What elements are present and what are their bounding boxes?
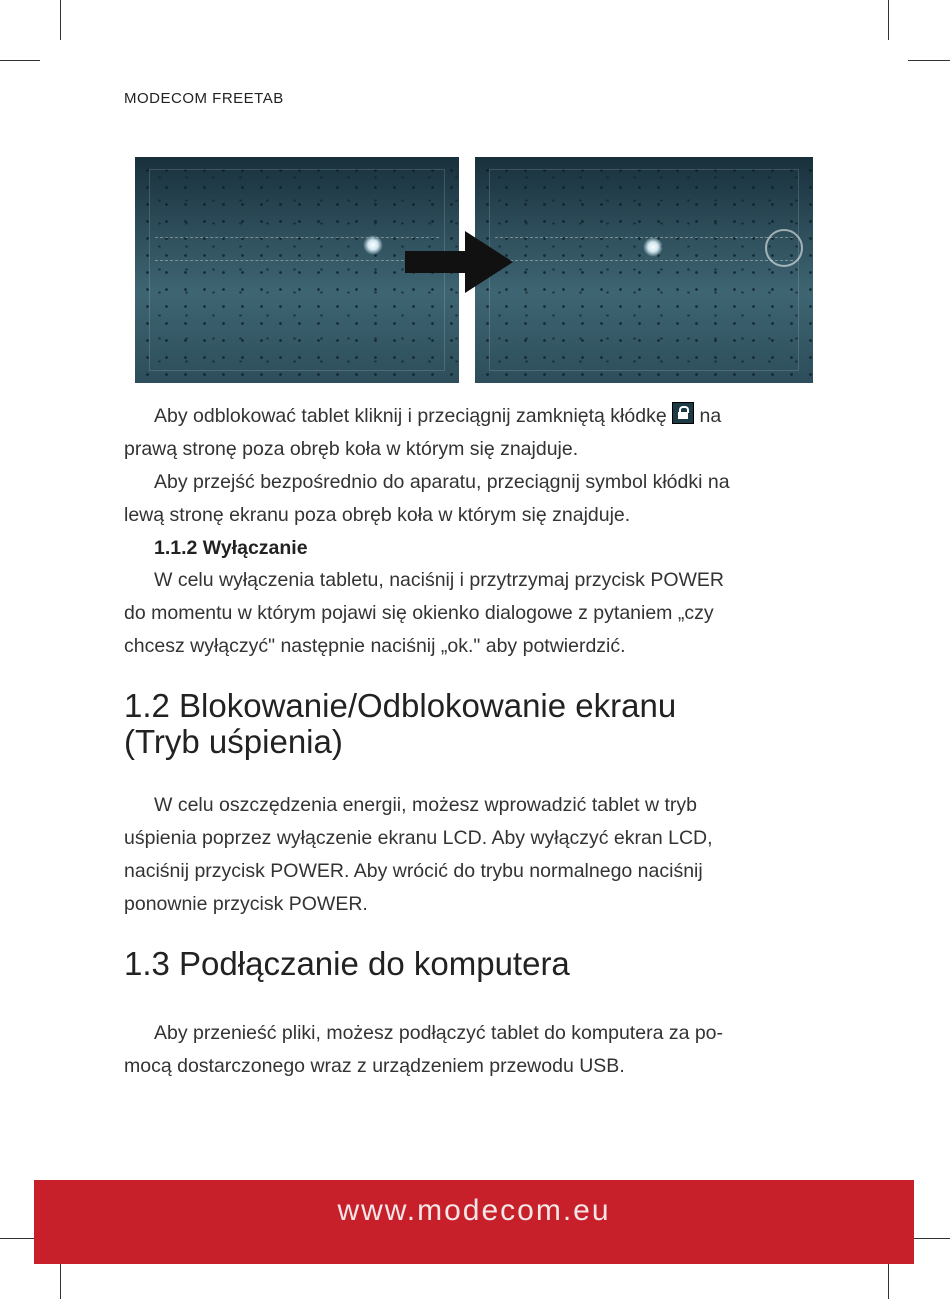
usb-paragraph: Aby przenieść pliki, możesz podłączyć tablet do komputera za po- mocą dostarczonego wraz z urządzeniem przewodu USB.: [124, 1022, 724, 1077]
section-heading-13: 1.3 Podłączanie do komputera: [124, 945, 570, 982]
shutdown-paragraph: W celu wyłączenia tabletu, naciśnij i przytrzymaj przycisk POWER do momentu w którym pojawi się okienko dialogowe z pytaniem „czy chcesz wyłączyć" następnie naciśnij „ok." aby potwierdzić.: [124, 569, 724, 657]
sleep-paragraph: W celu oszczędzenia energii, możesz wprowadzić tablet w tryb uśpienia poprzez wyłączenie ekranu LCD. Aby wyłączyć ekran LCD, naciśnij przycisk POWER. Aby wrócić do trybu normalnego naciśnij ponownie przycisk POWER.: [124, 794, 713, 915]
lock-icon: [672, 402, 694, 424]
page-header: MODECOM FREETAB: [124, 90, 284, 107]
subsection-heading: 1.1.2 Wyłączanie: [154, 537, 308, 559]
section-heading-12: 1.2 Blokowanie/Odblokowanie ekranu (Tryb uśpienia): [124, 687, 677, 760]
arrow-right-icon: [405, 231, 515, 293]
crop-mark: [0, 60, 40, 61]
lock-glow: [643, 237, 663, 257]
crop-mark: [888, 0, 889, 40]
camera-paragraph: Aby przejść bezpośrednio do aparatu, przeciągnij symbol kłódki na lewą stronę ekranu poza obręb koła w którym się znajduje.: [124, 471, 730, 526]
crop-mark: [60, 0, 61, 40]
unlock-paragraph: Aby odblokować tablet kliknij i przeciągnij zamkniętą kłódkę na prawą stronę poza obręb koła w którym się znajduje.: [124, 400, 824, 466]
unlock-target-ring: [765, 229, 803, 267]
crop-mark: [908, 60, 950, 61]
lockscreen-after-image: [475, 157, 813, 383]
footer-url: www.modecom.eu: [337, 1194, 611, 1227]
crop-mark: [60, 1258, 61, 1299]
crop-mark: [888, 1258, 889, 1299]
unlock-screenshots: [135, 157, 813, 383]
crop-mark: [908, 1238, 950, 1239]
footer-bar: [34, 1180, 914, 1264]
lock-glow: [363, 235, 383, 255]
